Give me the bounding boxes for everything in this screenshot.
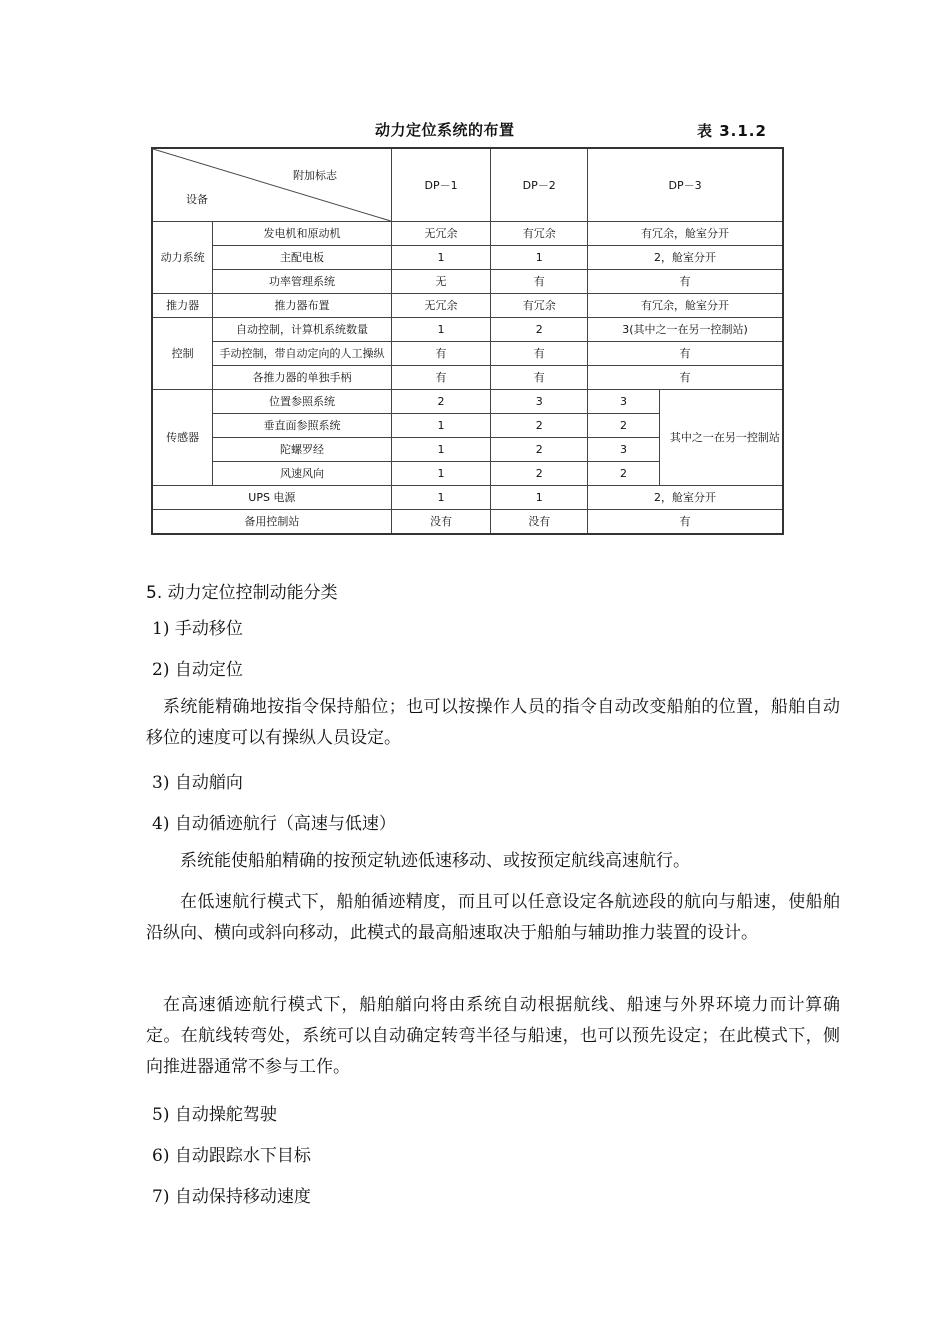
table-header-corner (152, 148, 391, 222)
list-item: 1) 手动移位 (152, 619, 243, 639)
cell-dp3: 有冗余，舱室分开 (588, 222, 783, 246)
cell-dp2: 有 (491, 270, 588, 294)
section-title: 5. 动力定位控制动能分类 (146, 583, 338, 603)
list-item: 5) 自动操舵驾驶 (152, 1105, 277, 1125)
cell-dp3: 有冗余，舱室分开 (588, 294, 783, 318)
paragraph: 在低速航行模式下，船舶循迹精度，而且可以任意设定各航迹段的航向与船速，使船舶沿纵向、横向或斜向移动，此模式的最高船速取决于船舶与辅助推力装置的设计。 (146, 892, 840, 943)
col-header-dp3: DP－3 (588, 148, 783, 222)
row-label: 发电机和原动机 (213, 222, 391, 246)
row-label: UPS 电源 (152, 486, 391, 510)
group-thruster: 推力器 (152, 294, 213, 318)
paragraph: 在高速循迹航行模式下，船舶艏向将由系统自动根据航线、船速与外界环境力而计算确定。在航线转弯处，系统可以自动确定转弯半径与船速，也可以预先设定；在此模式下，侧向推进器通常不参与工作。 (146, 995, 840, 1077)
row-label: 陀螺罗经 (213, 438, 391, 462)
table-row (152, 366, 783, 390)
cell-dp2: 有 (491, 342, 588, 366)
row-label: 主配电板 (213, 246, 391, 270)
col-header-dp2: DP－2 (491, 148, 588, 222)
cell-dp2: 2 (491, 414, 588, 438)
table-caption: 动力定位系统的布置 (375, 121, 515, 139)
row-label: 功率管理系统 (213, 270, 391, 294)
row-label: 自动控制，计算机系统数量 (213, 318, 391, 342)
group-power: 动力系统 (152, 222, 213, 294)
table-row (152, 246, 783, 270)
cell-dp2: 有冗余 (491, 222, 588, 246)
cell-dp3: 2 (588, 462, 660, 486)
row-label: 推力器布置 (213, 294, 391, 318)
list-item: 7) 自动保持移动速度 (152, 1187, 311, 1207)
cell-dp3: 3 (588, 390, 660, 414)
list-item: 2) 自动定位 (152, 660, 243, 680)
cell-dp1: 1 (391, 318, 491, 342)
cell-dp3: 2，舱室分开 (588, 486, 783, 510)
table-row (152, 270, 783, 294)
cell-dp2: 2 (491, 462, 588, 486)
cell-dp2: 3 (491, 390, 588, 414)
header-equipment: 设备 (186, 193, 208, 206)
cell-dp1: 无 (391, 270, 491, 294)
col-header-dp1: DP－1 (391, 148, 491, 222)
paragraph: 系统能使船舶精确的按预定轨迹低速移动、或按预定航线高速航行。 (180, 851, 690, 871)
cell-dp1: 有 (391, 342, 491, 366)
cell-dp1: 无冗余 (391, 294, 491, 318)
group-control: 控制 (152, 318, 213, 390)
header-diagonal (153, 149, 391, 221)
cell-dp1: 1 (391, 414, 491, 438)
cell-dp3: 2 (588, 414, 660, 438)
dp-layout-table (151, 147, 784, 535)
cell-dp3: 有 (588, 366, 783, 390)
cell-dp1: 1 (391, 486, 491, 510)
list-item: 6) 自动跟踪水下目标 (152, 1146, 311, 1166)
cell-dp2: 1 (491, 246, 588, 270)
cell-dp3: 有 (588, 510, 783, 535)
header-add-sign: 附加标志 (293, 169, 337, 182)
cell-dp2: 有冗余 (491, 294, 588, 318)
cell-dp2: 2 (491, 438, 588, 462)
row-label: 位置参照系统 (213, 390, 391, 414)
cell-dp3: 2，舱室分开 (588, 246, 783, 270)
cell-dp1: 1 (391, 246, 491, 270)
row-label: 风速风向 (213, 462, 391, 486)
table-row (152, 510, 783, 535)
cell-dp1: 1 (391, 438, 491, 462)
cell-dp2: 没有 (491, 510, 588, 535)
table-row (152, 318, 783, 342)
row-label: 垂直面参照系统 (213, 414, 391, 438)
table-row (152, 294, 783, 318)
table-row (152, 486, 783, 510)
table-row (152, 342, 783, 366)
cell-dp1: 没有 (391, 510, 491, 535)
sensor-note: 其中之一在另一控制站 (659, 390, 783, 486)
row-label: 各推力器的单独手柄 (213, 366, 391, 390)
cell-dp2: 2 (491, 318, 588, 342)
cell-dp2: 有 (491, 366, 588, 390)
row-label: 备用控制站 (152, 510, 391, 535)
cell-dp3: 有 (588, 270, 783, 294)
list-item: 4) 自动循迹航行（高速与低速） (152, 814, 396, 834)
cell-dp3: 3 (588, 438, 660, 462)
cell-dp3: 3(其中之一在另一控制站) (588, 318, 783, 342)
cell-dp3: 有 (588, 342, 783, 366)
table-number: 表 3.1.2 (697, 122, 767, 140)
cell-dp1: 无冗余 (391, 222, 491, 246)
table-row (152, 222, 783, 246)
paragraph: 系统能精确地按指令保持船位；也可以按操作人员的指令自动改变船舶的位置，船舶自动移位的速度可以有操纵人员设定。 (146, 697, 840, 748)
cell-dp1: 2 (391, 390, 491, 414)
cell-dp2: 1 (491, 486, 588, 510)
row-label: 手动控制，带自动定向的人工操纵 (213, 342, 391, 366)
cell-dp1: 有 (391, 366, 491, 390)
list-item: 3) 自动艏向 (152, 773, 243, 793)
table-row (152, 390, 783, 414)
cell-dp1: 1 (391, 462, 491, 486)
group-sensor: 传感器 (152, 390, 213, 486)
